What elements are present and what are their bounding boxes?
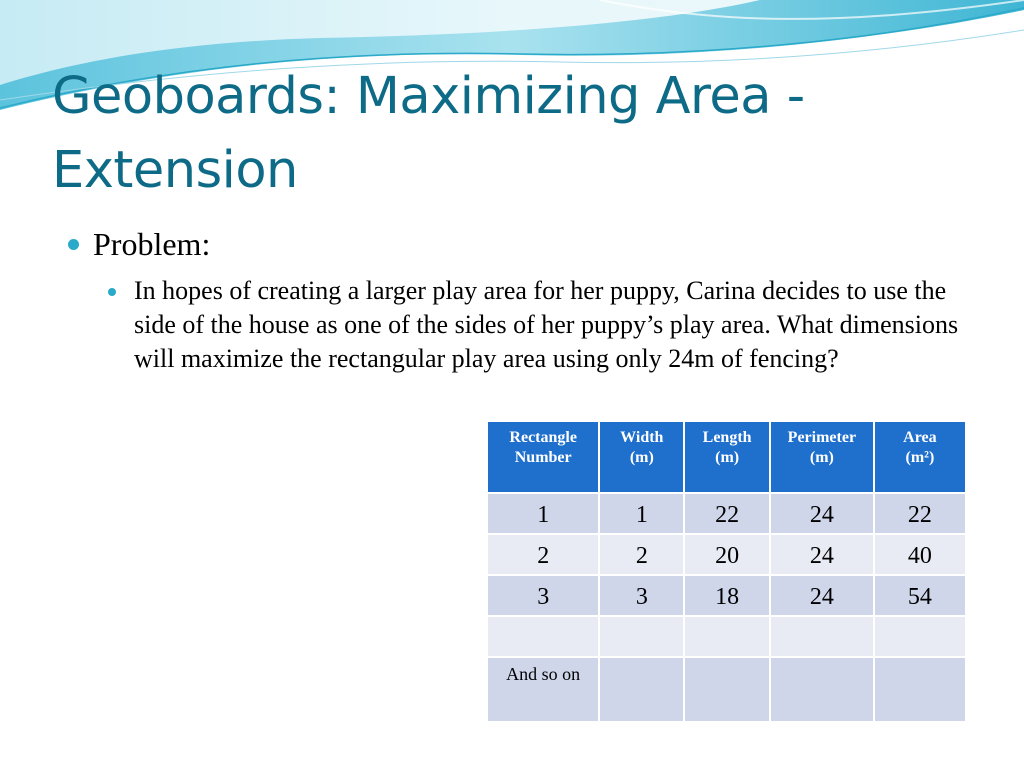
- table-cell: 40: [874, 534, 966, 575]
- table-cell: [684, 616, 770, 657]
- table-cell: 22: [874, 493, 966, 534]
- table-row: [487, 657, 966, 722]
- table-cell: 2: [599, 534, 684, 575]
- header-area: Area (m²): [874, 421, 966, 493]
- table-cell: [487, 616, 599, 657]
- table-cell: 18: [684, 575, 770, 616]
- table-cell: 1: [599, 493, 684, 534]
- table-cell: [770, 657, 874, 722]
- table-row: [487, 493, 966, 534]
- table-row: [487, 575, 966, 616]
- table-cell: [599, 657, 684, 722]
- table-cell: 2: [487, 534, 599, 575]
- slide-title: Geoboards: Maximizing Area - Extension: [52, 67, 805, 200]
- table-cell: 1: [487, 493, 599, 534]
- table-cell: And so on: [487, 657, 599, 722]
- table-cell: 24: [770, 534, 874, 575]
- table-cell: 3: [599, 575, 684, 616]
- bullet-dot-icon: [68, 239, 79, 250]
- table-row: [487, 534, 966, 575]
- bullet-dot-icon: [108, 288, 116, 296]
- table-cell: 24: [770, 575, 874, 616]
- table-cell: [874, 616, 966, 657]
- table-cell: 54: [874, 575, 966, 616]
- table-cell: 24: [770, 493, 874, 534]
- header-perimeter: Perimeter (m): [770, 421, 874, 493]
- problem-description-text: In hopes of creating a larger play area for her puppy, Carina decides to use the side of the house as one of the sides of her puppy’s play area. What dimensions will maximize the rectangular play area using only 24m of fencing?: [134, 276, 959, 373]
- header-width: Width (m): [599, 421, 684, 493]
- bullet-problem-label: Problem:: [93, 226, 211, 262]
- header-rectangle-number: Rectangle Number: [487, 421, 599, 493]
- table-cell: [770, 616, 874, 657]
- table-row: [487, 616, 966, 657]
- table-cell: 22: [684, 493, 770, 534]
- table-cell: [684, 657, 770, 722]
- table-header-row: [487, 421, 966, 493]
- table-cell: 20: [684, 534, 770, 575]
- table-cell: [599, 616, 684, 657]
- rectangle-data-table: [486, 420, 967, 723]
- table-cell: 3: [487, 575, 599, 616]
- table-cell: [874, 657, 966, 722]
- header-length: Length (m): [684, 421, 770, 493]
